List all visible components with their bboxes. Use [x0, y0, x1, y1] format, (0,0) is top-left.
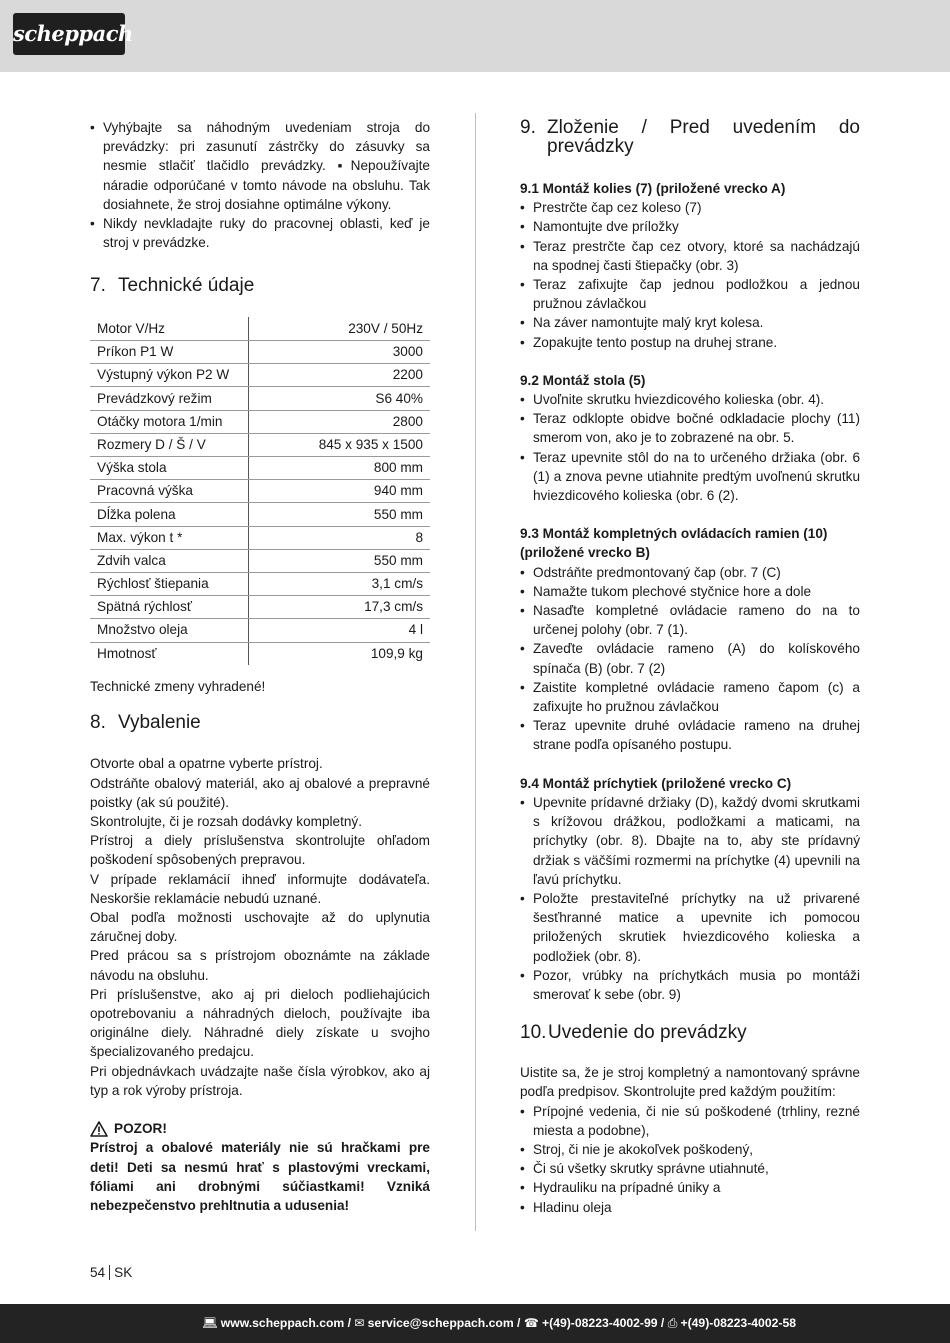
spec-label: Príkon P1 W: [90, 341, 248, 364]
footer-email: service@scheppach.com /: [367, 1316, 521, 1330]
spec-label: Dĺžka polena: [90, 503, 248, 526]
spec-label: Výška stola: [90, 457, 248, 480]
list-item: • Zaistite kompletné ovládacie rameno čapom (c) a zafixujte ho pružnou závlačkou: [520, 678, 860, 716]
spec-value: 8: [248, 526, 430, 549]
paragraph: Pri príslušenstve, ako aj pri dieloch podliehajúcich opotrebovaniu a náhradných dieloch, používajte iba originálne diely. Náhradné diely získate u svojho špecializovaného predajcu.: [90, 986, 430, 1060]
paragraph: Skontrolujte, či je rozsah dodávky kompletný.: [90, 814, 363, 830]
section-8-title: [90, 713, 430, 732]
section-8-body: [90, 754, 430, 1100]
table-row: [90, 341, 430, 364]
phone-icon: ☎︎: [523, 1316, 540, 1330]
paragraph: Otvorte obal a opatrne vyberte prístroj.: [90, 756, 323, 772]
table-row: [90, 572, 430, 595]
spec-label: Spätná rýchlosť: [90, 596, 248, 619]
table-row: [90, 596, 430, 619]
subsection-9-3-list: [520, 563, 860, 755]
subsection-9-2-list: [520, 390, 860, 505]
page-number-separator: [109, 1265, 110, 1280]
spec-value: 940 mm: [248, 480, 430, 503]
list-item: • Prestrčte čap cez koleso (7): [520, 198, 860, 217]
table-row: [90, 503, 430, 526]
spec-label: Množstvo oleja: [90, 619, 248, 642]
section-heading: Uvedenie do prevádzky: [548, 1022, 747, 1044]
spec-label: Pracovná výška: [90, 480, 248, 503]
list-item: • Či sú všetky skrutky správne utiahnuté,: [520, 1159, 860, 1178]
spec-label: Hmotnosť: [90, 642, 248, 665]
table-row: [90, 457, 430, 480]
list-item: • Teraz upevnite stôl do na to určeného držiaka (obr. 6 (1) a znova pevne utiahnite predtým uvoľnenú skrutku hviezdicového kolieska (obr. 6 (2).: [520, 448, 860, 506]
list-item: • Na záver namontujte malý kryt kolesa.: [520, 313, 860, 332]
list-item: • Nikdy nevkladajte ruky do pracovnej oblasti, keď je stroj v prevádzke.: [90, 214, 430, 252]
warning-label: POZOR!: [114, 1121, 167, 1137]
table-row: [90, 387, 430, 410]
laptop-icon: 💻︎: [202, 1316, 218, 1330]
table-row: [90, 549, 430, 572]
spec-value: 800 mm: [248, 457, 430, 480]
table-row: [90, 642, 430, 665]
list-item: • Pozor, vrúbky na príchytkách musia po montáži smerovať k sebe (obr. 9): [520, 966, 860, 1004]
table-row: [90, 364, 430, 387]
subsection-9-1-title: 9.1 Montáž kolies (7) (priložené vrecko A): [520, 181, 786, 196]
spec-label: Rozmery D / Š / V: [90, 433, 248, 456]
spec-label: Otáčky motora 1/min: [90, 410, 248, 433]
paragraph: Pri objednávkach uvádzajte naše čísla výrobkov, ako aj typ a rok výroby prístroja.: [90, 1063, 430, 1098]
tech-note: Technické zmeny vyhradené!: [90, 679, 266, 695]
section-heading: Zloženie / Pred uvedením do prevádzky: [547, 117, 860, 157]
spec-label: Rýchlosť štiepania: [90, 572, 248, 595]
page-number-value: 54: [90, 1265, 106, 1280]
list-item: • Hydrauliku na prípadné úniky a: [520, 1178, 860, 1197]
list-item: • Vyhýbajte sa náhodným uvedeniam stroja do prevádzky: pri zasunutí zástrčky do zásuvky sa nesmie stlačiť tlačidlo prevádzky. ▪Nepoužívajte náradie odporúčané v tomto návode na obsluhu. Tak dosiahnete, že stroj dosiahne optimálne výkony.: [90, 118, 430, 214]
section-number: 8.: [90, 712, 106, 734]
section-10-intro: Uistite sa, že je stroj kompletný a namontovaný správne podľa predpisov. Skontrolujte pred každým použitím:: [520, 1065, 860, 1100]
spec-value: 2200: [248, 364, 430, 387]
section-heading: Technické údaje: [118, 275, 255, 297]
subsection-9-1-list: [520, 198, 860, 352]
list-item: • Upevnite prídavné držiaky (D), každý dvomi skrutkami s krížovou drážkou, podložkami a maticami, na príchytky (obr. 8). Dbajte na to, aby ste prídavný držiak s väčšími rozmermi na príchytke (4) upevnili na ľavú príchytku.: [520, 793, 860, 889]
list-item: • Zopakujte tento postup na druhej strane.: [520, 333, 860, 352]
list-item: • Teraz odklopte obidve bočné odkladacie plochy (11) smerom von, ako je to zobrazené na obr. 5.: [520, 409, 860, 447]
spec-value: 230V / 50Hz: [248, 317, 430, 340]
list-item: • Zaveďte ovládacie rameno (A) do kolískového spínača (B) (obr. 7 (2): [520, 639, 860, 677]
warning-box: [90, 1119, 430, 1215]
spec-value: S6 40%: [248, 387, 430, 410]
table-row: [90, 480, 430, 503]
list-item: • Namontujte dve príložky: [520, 217, 860, 236]
fax-icon: ⎙: [667, 1316, 678, 1330]
list-item: • Nasaďte kompletné ovládacie rameno do na to určenej polohy (obr. 7 (1).: [520, 601, 860, 639]
section-number: 10.: [520, 1022, 547, 1044]
spec-value: 109,9 kg: [370, 645, 423, 661]
section-number: 9.: [520, 117, 536, 138]
spec-label: Výstupný výkon P2 W: [90, 364, 248, 387]
table-row: [90, 526, 430, 549]
paragraph: Odstráňte obalový materiál, ako aj obalové a prepravné poistky (ak sú použité).: [90, 775, 430, 810]
intro-bullet-list: [90, 118, 430, 252]
list-item: • Teraz prestrčte čap cez otvory, ktoré sa nachádzajú na spodnej časti štiepačky (obr. 3): [520, 237, 860, 275]
spec-value: 3000: [248, 341, 430, 364]
spec-label: Max. výkon t *: [90, 526, 248, 549]
section-7-title: [90, 276, 430, 295]
list-item: • Teraz zafixujte čap jednou podložkou a jednou pružnou závlačkou: [520, 275, 860, 313]
right-column: [520, 118, 860, 1217]
page-number: [90, 1264, 132, 1282]
subsection-9-4-list: [520, 793, 860, 1004]
warning-text: Prístroj a obalové materiály nie sú hračkami pre deti! Deti sa nesmú hrať s plastovými vreckami, fóliami ani drobnými súčiastkami! Vzniká nebezpečenstvo prehltnutia a udusenia!: [90, 1140, 430, 1213]
left-column: [90, 118, 430, 1215]
table-row: [90, 619, 430, 642]
warning-triangle-icon: [90, 1121, 108, 1137]
spec-value: 17,3 cm/s: [248, 596, 430, 619]
list-item: • Teraz upevnite druhé ovládacie rameno na druhej strane podľa opísaného postupu.: [520, 716, 860, 754]
spec-label: Zdvih valca: [90, 549, 248, 572]
list-item: • Namažte tukom plechové styčnice hore a dole: [520, 582, 860, 601]
spec-label: Prevádzkový režim: [90, 387, 248, 410]
footer-bar: [0, 1304, 950, 1343]
technical-data-table: [90, 317, 430, 665]
scheppach-logo: scheppach: [13, 13, 125, 55]
section-10-list: [520, 1102, 860, 1217]
paragraph: Pred prácou sa s prístrojom oboznámte na základe návodu na obsluhu.: [90, 948, 430, 983]
mail-icon: ✉︎: [354, 1316, 365, 1330]
footer-website: www.scheppach.com /: [220, 1316, 352, 1330]
spec-value: 4 l: [248, 619, 430, 642]
table-row: [90, 410, 430, 433]
list-item: • Uvoľnite skrutku hviezdicového kolieska (obr. 4).: [520, 390, 860, 409]
section-9-title: [520, 118, 860, 156]
header-bar: [0, 0, 950, 72]
subsection-9-4-title: 9.4 Montáž príchytiek (priložené vrecko C): [520, 775, 792, 791]
paragraph: Obal podľa možnosti uschovajte až do uplynutia záručnej doby.: [90, 910, 430, 945]
list-item: • Hladinu oleja: [520, 1198, 860, 1217]
spec-value: 845 x 935 x 1500: [248, 433, 430, 456]
subsection-9-2-title: 9.2 Montáž stola (5): [520, 372, 646, 388]
spec-value: 2800: [248, 410, 430, 433]
spec-value: 550 mm: [248, 549, 430, 572]
column-divider: [475, 113, 476, 1231]
warning-title: [90, 1119, 430, 1138]
section-10-title: [520, 1023, 860, 1042]
footer-fax: +(49)-08223-4002-58: [680, 1316, 796, 1330]
paragraph: Prístroj a diely príslušenstva skontrolujte ohľadom poškodení spôsobených prepravou.: [90, 833, 430, 868]
list-item: • Položte prestaviteľné príchytky na už privarené šesťhranné matice a upevnite ich pomocou priložených skrutiek hviezdicového kolieska a podložiek (obr. 8).: [520, 889, 860, 966]
table-row: [90, 317, 430, 340]
spec-label: Motor V/Hz: [90, 317, 248, 340]
table-row: [90, 433, 430, 456]
subsection-9-3-title: 9.3 Montáž kompletných ovládacích ramien (10) (priložené vrecko B): [520, 526, 828, 561]
list-item: • Odstráňte predmontovaný čap (obr. 7 (C): [520, 563, 860, 582]
list-item: • Stroj, či nie je akokoľvek poškodený,: [520, 1140, 860, 1159]
section-heading: Vybalenie: [118, 712, 201, 734]
footer-phone: +(49)-08223-4002-99 /: [542, 1316, 665, 1330]
paragraph: V prípade reklamácií ihneď informujte dodávateľa. Neskoršie reklamácie nebudú uznané.: [90, 871, 430, 906]
section-number: 7.: [90, 275, 106, 297]
list-item: • Prípojné vedenia, či nie sú poškodené (trhliny, rezné miesta a podobne),: [520, 1102, 860, 1140]
spec-value: 3,1 cm/s: [248, 572, 430, 595]
spec-value: 550 mm: [248, 503, 430, 526]
page-language: SK: [114, 1265, 133, 1280]
